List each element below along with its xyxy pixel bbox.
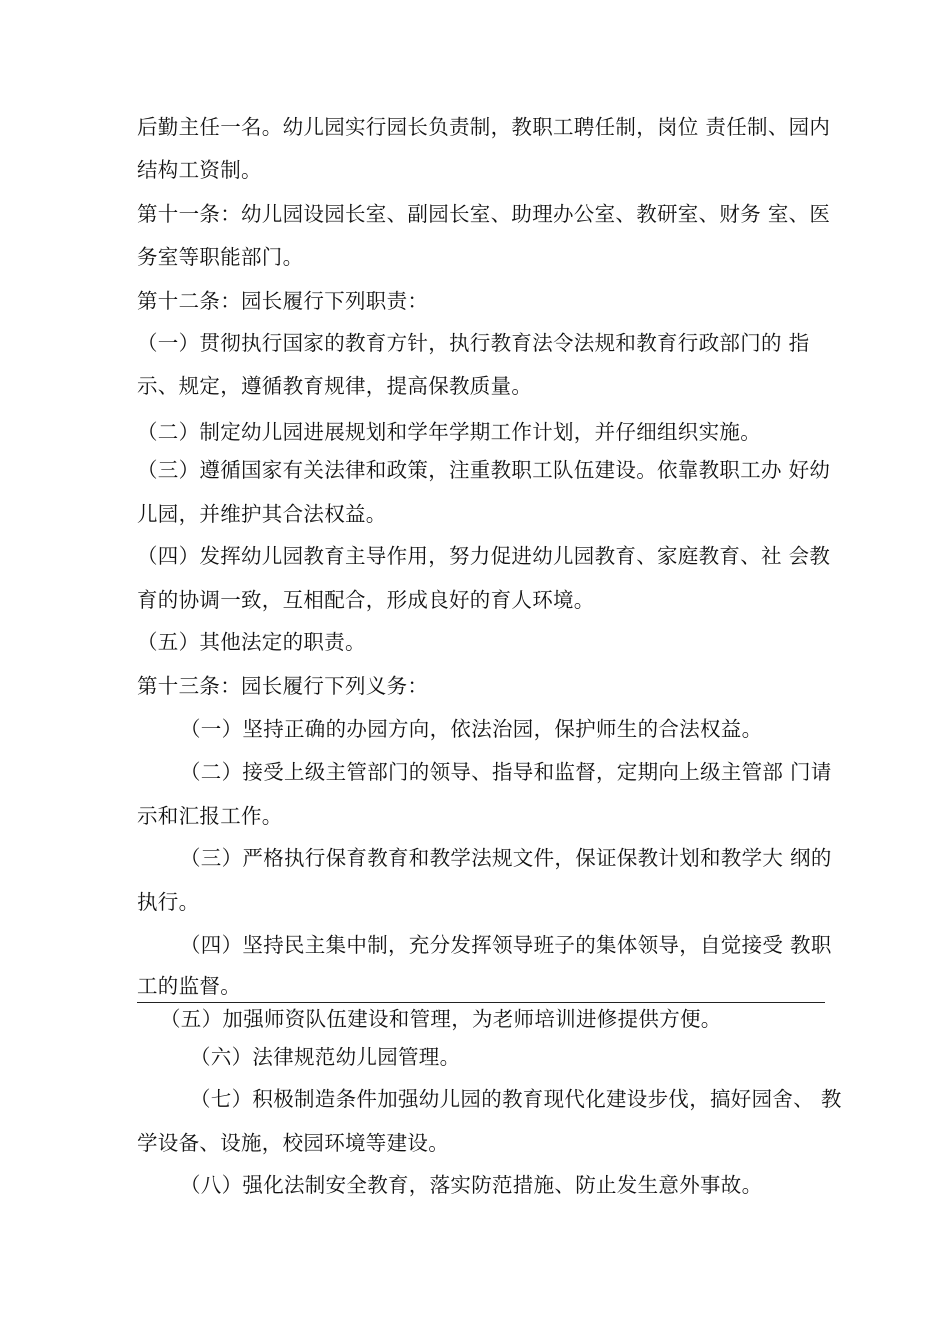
text-line: （六）法律规范幼儿园管理。 bbox=[190, 1045, 461, 1069]
article-heading: 第十三条：园长履行下列义务： bbox=[137, 674, 429, 698]
text-line: （四）坚持民主集中制，充分发挥领导班子的集体领导，自觉接受 教职 bbox=[180, 933, 832, 957]
text-line: 结构工资制。 bbox=[137, 158, 262, 182]
text-line: （二）接受上级主管部门的领导、指导和监督，定期向上级主管部 门请 bbox=[180, 760, 832, 784]
text-line: 第十一条：幼儿园设园长室、副园长室、助理办公室、教研室、财务 室、医 bbox=[137, 202, 831, 226]
text-line: 育的协调一致，互相配合，形成良好的育人环境。 bbox=[137, 588, 595, 612]
text-line: 示、规定，遵循教育规律，提高保教质量。 bbox=[137, 374, 533, 398]
text-line: （一）坚持正确的办园方向，依法治园，保护师生的合法权益。 bbox=[180, 717, 763, 741]
text-line: 示和汇报工作。 bbox=[137, 804, 283, 828]
text-line: （八）强化法制安全教育，落实防范措施、防止发生意外事故。 bbox=[180, 1173, 763, 1197]
text-line: （五）加强师资队伍建设和管理，为老师培训进修提供方便。 bbox=[160, 1007, 722, 1031]
text-line: 后勤主任一名。幼儿园实行园长负责制，教职工聘任制，岗位 责任制、园内 bbox=[137, 115, 831, 139]
text-line: （三）遵循国家有关法律和政策，注重教职工队伍建设。依靠教职工办 好幼 bbox=[137, 458, 831, 482]
text-line: 学设备、设施，校园环境等建设。 bbox=[137, 1131, 449, 1155]
text-line: （七）积极制造条件加强幼儿园的教育现代化建设步伐，搞好园舍、 教 bbox=[190, 1087, 842, 1111]
text-line: （二）制定幼儿园进展规划和学年学期工作计划，并仔细组织实施。 bbox=[137, 420, 761, 444]
text-line: 工的监督。 bbox=[137, 974, 241, 998]
text-line: （三）严格执行保育教育和教学法规文件，保证保教计划和教学大 纲的 bbox=[180, 846, 832, 870]
article-heading: 第十二条：园长履行下列职责： bbox=[137, 289, 429, 313]
text-line: （五）其他法定的职责。 bbox=[137, 630, 366, 654]
text-line: （四）发挥幼儿园教育主导作用，努力促进幼儿园教育、家庭教育、社 会教 bbox=[137, 544, 831, 568]
text-line: （一）贯彻执行国家的教育方针，执行教育法令法规和教育行政部门的 指 bbox=[137, 331, 810, 355]
text-line: 执行。 bbox=[137, 890, 200, 914]
text-line: 务室等职能部门。 bbox=[137, 245, 304, 269]
divider-line bbox=[137, 1002, 825, 1003]
text-line: 儿园，并维护其合法权益。 bbox=[137, 502, 387, 526]
